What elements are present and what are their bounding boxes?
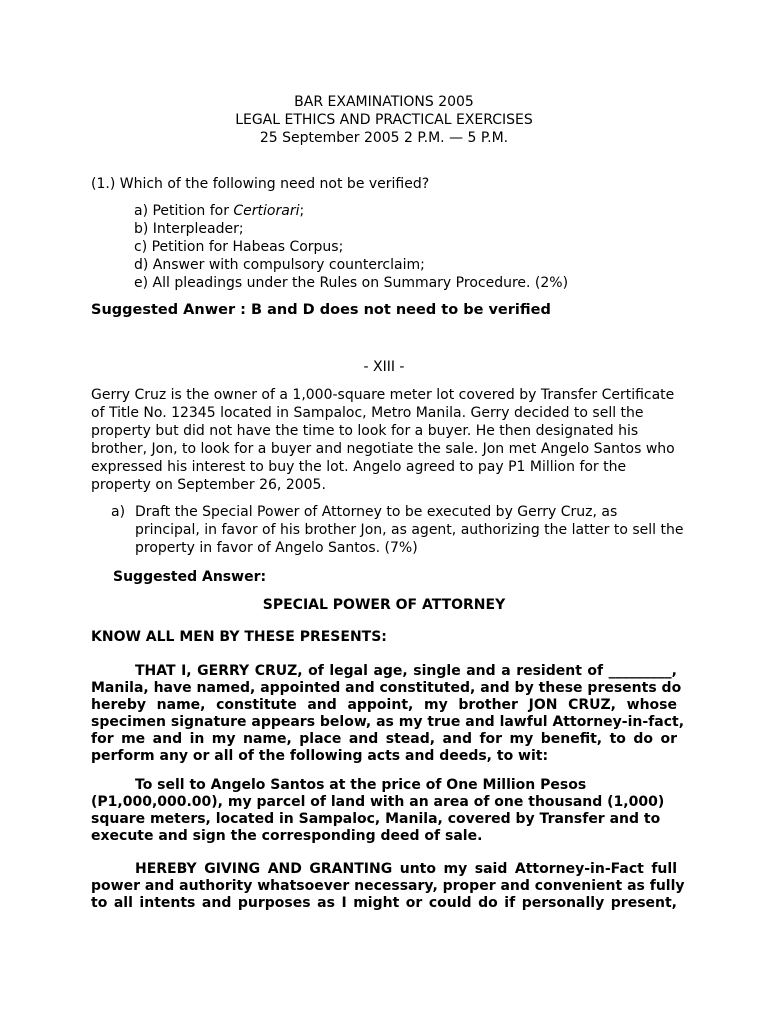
spa-line: Manila, have named, appointed and constituted, and by these presents do	[91, 680, 682, 696]
task-line: Draft the Special Power of Attorney to be executed by Gerry Cruz, as	[135, 504, 618, 520]
spa-line: (P1,000,000.00), my parcel of land with an area of one thousand (1,000)	[91, 794, 665, 810]
facts-paragraph	[91, 386, 691, 494]
spa-line: THAT I, GERRY CRUZ, of legal age, single and a resident of _________,	[135, 663, 677, 679]
question-1: (1.) Which of the following need not be verified?	[91, 176, 430, 192]
suggested-answer-label: Suggested Answer:	[113, 569, 267, 585]
exam-title: BAR EXAMINATIONS 2005	[294, 94, 474, 110]
spa-line: perform any or all of the following acts and deeds, to wit:	[91, 748, 549, 764]
spa-paragraph-2	[91, 776, 664, 844]
task-item-a-text	[135, 503, 695, 557]
spa-line: power and authority whatsoever necessary, proper and convenient as fully	[91, 878, 685, 894]
option-d: d) Answer with compulsory counterclaim;	[134, 257, 425, 273]
option-e: e) All pleadings under the Rules on Summary Procedure. (2%)	[134, 275, 569, 291]
question-1-options	[134, 202, 568, 292]
spa-line: specimen signature appears below, as my true and lawful Attorney-in-fact,	[91, 714, 685, 730]
facts-line: property on September 26, 2005.	[91, 477, 326, 493]
document-header	[0, 93, 768, 147]
spa-paragraph-1	[91, 662, 685, 764]
exam-subject: LEGAL ETHICS AND PRACTICAL EXERCISES	[235, 112, 533, 128]
know-all-men: KNOW ALL MEN BY THESE PRESENTS:	[91, 629, 387, 645]
spa-line: hereby name, constitute and appoint, my brother JON CRUZ, whose	[91, 697, 677, 713]
spa-line: execute and sign the corresponding deed of sale.	[91, 828, 483, 844]
option-a: a) Petition for Certiorari;	[134, 203, 305, 219]
facts-line: brother, Jon, to look for a buyer and negotiate the sale. Jon met Angelo Santos who	[91, 441, 675, 457]
section-marker: - XIII -	[363, 359, 405, 375]
spa-line: To sell to Angelo Santos at the price of One Million Pesos	[135, 777, 587, 793]
task-line: property in favor of Angelo Santos. (7%)	[135, 540, 418, 556]
spa-line: for me and in my name, place and stead, and for my benefit, to do or	[91, 731, 677, 747]
option-b: b) Interpleader;	[134, 221, 244, 237]
spa-line: square meters, located in Sampaloc, Manila, covered by Transfer and to	[91, 811, 661, 827]
option-c: c) Petition for Habeas Corpus;	[134, 239, 344, 255]
task-line: principal, in favor of his brother Jon, as agent, authorizing the latter to sell the	[135, 522, 684, 538]
facts-line: of Title No. 12345 located in Sampaloc, Metro Manila. Gerry decided to sell the	[91, 405, 644, 421]
exam-date: 25 September 2005 2 P.M. — 5 P.M.	[259, 130, 509, 146]
question-1-answer: Suggested Anwer : B and D does not need to be verified	[91, 302, 551, 318]
facts-line: expressed his interest to buy the lot. Angelo agreed to pay P1 Million for the	[91, 459, 627, 475]
spa-paragraph-3	[91, 860, 685, 911]
facts-line: property but did not have the time to look for a buyer. He then designated his	[91, 423, 639, 439]
spa-line: to all intents and purposes as I might or could do if personally present,	[91, 895, 677, 911]
list-marker: a)	[111, 504, 126, 520]
spa-title: SPECIAL POWER OF ATTORNEY	[262, 597, 506, 613]
spa-line: HEREBY GIVING AND GRANTING unto my said Attorney-in-Fact full	[135, 861, 677, 877]
facts-line: Gerry Cruz is the owner of a 1,000-square meter lot covered by Transfer Certificate	[91, 387, 675, 403]
